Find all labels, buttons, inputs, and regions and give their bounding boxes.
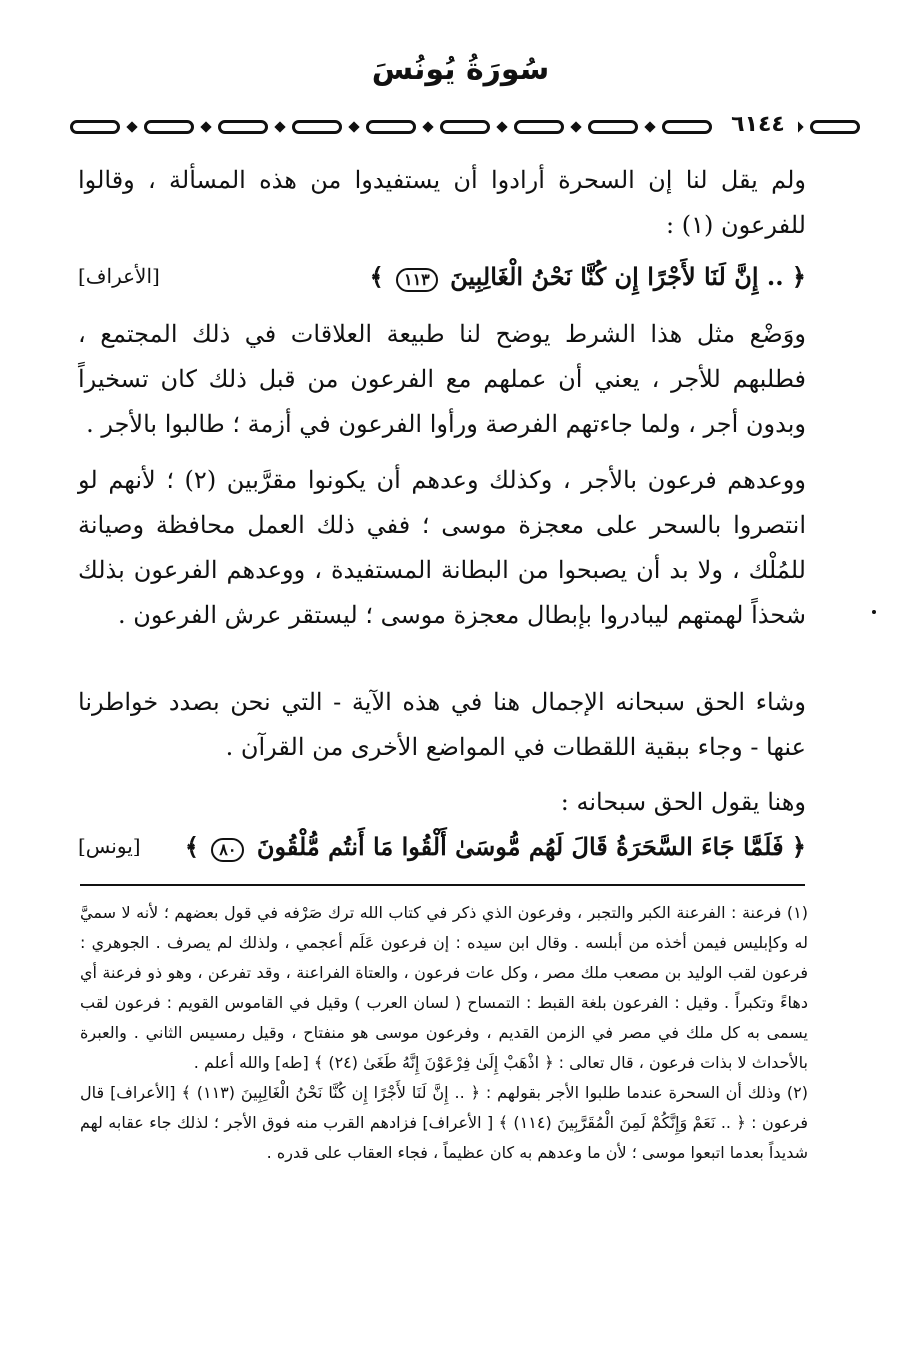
paragraph-2: ووَضْع مثل هذا الشرط يوضح لنا طبيعة العلاقات في ذلك المجتمع ، فطلبهم للأجر ، يعني أن عملهم مع الفرعون من قبل ذلك كان تسخيراً وبدون أجر ، ولما جاءتهم الفرصة ورأوا الفرعون في أزمة ؛ طالبوا بالأجر . — [78, 320, 806, 438]
ornament-diamond — [570, 121, 581, 132]
ornament-diamond — [200, 121, 211, 132]
footnote-1: (١) فرعنة : الفرعنة الكبر والتجبر ، وفرعون الذي ذكر في كتاب الله ترك صَرْفه في قول بعضهم ؛ لأنه لا سميَّ له وكإبليس فيمن أخذه من أبلسه . وقال ابن سيده : إن فرعون عَلَم أعجمي ، ولذلك لم يصرف . الجوهري : فرعون لقب الوليد بن مصعب ملك مصر ، وكل عات فرعون ، والعتاة الفراعنة ، وقد تفرعن ، وهو ذو فرعنة أي دهاءً وتكبراً . وقيل : الفرعون بلغة القبط : التمساح ( لسان العرب ) وقيل في القاموس القويم : فرعون لقب يسمى به كل ملك في مصر في الزمن القديم ، وفرعون موسى هو منفتاح ، وقيل رمسيس الثاني . والعبرة بالأحداث لا بذات فرعون ، قال تعالى : ﴿ اذْهَبْ إِلَىٰ فِرْعَوْنَ إِنَّهُ طَغَىٰ (٢٤) ﴾ [طه] والله أعلم . — [80, 903, 808, 1072]
paragraph-3: ووعدهم فرعون بالأجر ، وكذلك وعدهم أن يكونوا مقرَّبين (٢) ؛ لأنهم لو انتصروا بالسحر على معجزة موسى ؛ ففي ذلك العمل محافظة وصيانة للمُلْك ، ولا بد أن يصبحوا من البطانة المستفيدة ، ووعدهم الفرعون بذلك شحذاً لهمتهم ليبادروا بإبطال معجزة موسى ؛ ليستقر عرش الفرعون . — [78, 466, 807, 629]
paragraph-1: ولم يقل لنا إن السحرة أرادوا أن يستفيدوا من هذه المسألة ، وقالوا للفرعون (١) : — [78, 166, 806, 239]
ornament-diamond — [274, 121, 285, 132]
verse-1 — [78, 262, 806, 302]
paragraph-4: وشاء الحق سبحانه الإجمال هنا في هذه الآية - التي نحن بصدد خواطرنا عنها - وجاء ببقية اللقطات في المواضع الأخرى من القرآن . — [78, 688, 806, 761]
verse-text — [185, 832, 806, 862]
verse-text — [370, 262, 806, 292]
ayah-number: ١١٣ — [396, 268, 438, 292]
ornament-oval — [810, 120, 860, 134]
verse-close-bracket: ﴾ — [369, 262, 384, 291]
verse-close-bracket: ﴾ — [184, 832, 199, 861]
surah-title: سُورَةُ يُونُسَ — [371, 52, 550, 87]
ornament-oval — [70, 120, 120, 134]
verse-reference: [الأعراف] — [78, 264, 160, 288]
verse-words: ﴿ فَلَمَّا جَاءَ السَّحَرَةُ قَالَ لَهُم مُّوسَىٰ أَلْقُوا مَا أَنتُم مُّلْقُونَ — [256, 832, 806, 861]
verse-reference: [يونس] — [78, 834, 141, 858]
ornament-diamond — [496, 121, 507, 132]
ornament-oval — [366, 120, 416, 134]
footnotes — [80, 898, 808, 1168]
verse-2 — [78, 832, 806, 872]
ornament-diamond — [644, 121, 655, 132]
ornament-oval — [218, 120, 268, 134]
ornament-oval — [144, 120, 194, 134]
verse-words: ﴿ .. إِنَّ لَنَا لأَجْرًا إِن كُنَّا نَحْنُ الْغَالِبِينَ — [450, 262, 806, 291]
ornament-diamond — [126, 121, 137, 132]
ayah-number: ٨٠ — [211, 838, 244, 862]
ornament-oval — [588, 120, 638, 134]
ornament-oval — [662, 120, 712, 134]
ornament-diamond — [348, 121, 359, 132]
ornament-oval — [514, 120, 564, 134]
scan-mark — [872, 610, 876, 614]
footnote-2: (٢) وذلك أن السحرة عندما طلبوا الأجر بقولهم : ﴿ .. إِنَّ لَنَا لأَجْرًا إِن كُنَّا نَحْنُ الْغَالِبِينَ (١١٣) ﴾ [الأعراف] قال فرعون : ﴿ .. نَعَمْ وَإِنَّكُمْ لَمِنَ الْمُقَرَّبِينَ (١١٤) ﴾ [ الأعراف] فزادهم القرب منه فوق الأجر ؛ لذلك جاء عقابه لهم شديداً بعدما اتبعوا موسى ؛ لأن ما وعدهم به كان عظيماً ، فجاء العقاب على قدره . — [80, 1083, 809, 1162]
ornament-diamond — [422, 121, 433, 132]
ornament-oval — [440, 120, 490, 134]
footnote-separator — [80, 884, 805, 886]
paragraph-5: وهنا يقول الحق سبحانه : — [560, 788, 806, 816]
page-number: ٦١٤٤ — [718, 112, 798, 137]
ornament-oval — [292, 120, 342, 134]
